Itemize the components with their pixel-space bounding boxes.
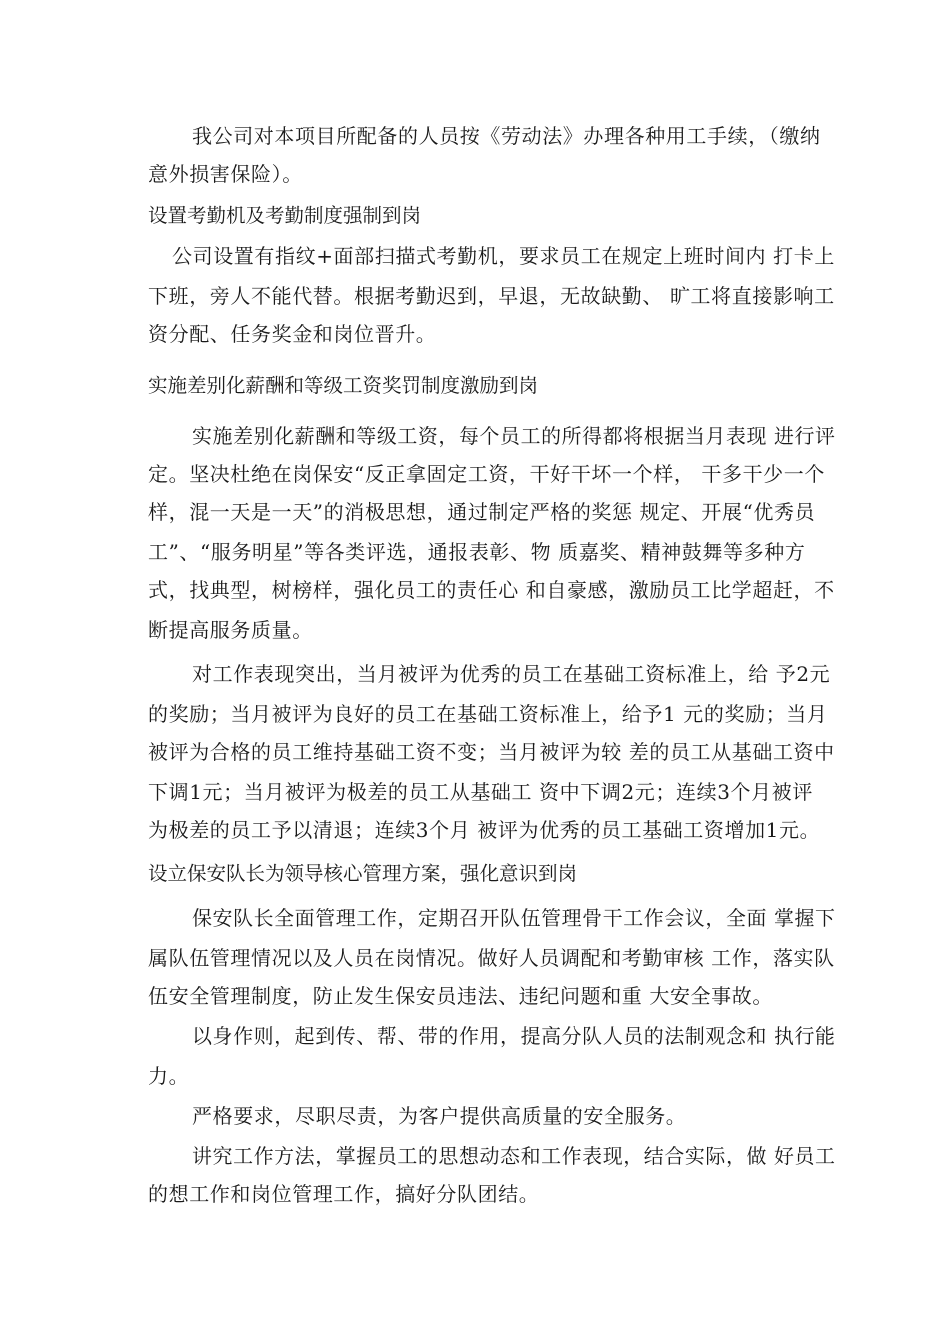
text-line: 以身作则，起到传、帮、带的作用，提高分队人员的法制观念和 执行能	[192, 1024, 836, 1048]
text-line: 下班，旁人不能代替。根据考勤迟到，早退，无故缺勤、 旷工将直接影响工	[148, 284, 835, 308]
text-line: 断提高服务质量。	[148, 618, 313, 642]
text-line: 式，找典型，树榜样，强化员工的责任心 和自豪感，激励员工比学超赶，不	[148, 578, 835, 602]
text-line: 被评为合格的员工维持基础工资不变；当月被评为较 差的员工从基础工资中	[148, 740, 835, 764]
text-line: 对工作表现突出，当月被评为优秀的员工在基础工资标准上，给 予2元	[192, 662, 831, 686]
text-line: 我公司对本项目所配备的人员按《劳动法》办理各种用工手续，（缴纳	[192, 124, 821, 148]
text-line: 样，混一天是一天”的消极思想，通过制定严格的奖惩 规定、开展“优秀员	[148, 500, 816, 524]
text-line: 定。坚决杜绝在岗保安“反正拿固定工资，干好干坏一个样， 干多干少一个	[148, 462, 825, 486]
text-line: 伍安全管理制度，防止发生保安员违法、违纪问题和重 大安全事故。	[148, 984, 773, 1008]
text-line: 资分配、任务奖金和岗位晋升。	[148, 322, 437, 346]
section-heading: 设置考勤机及考勤制度强制到岗	[148, 204, 422, 227]
text-line: 讲究工作方法，掌握员工的思想动态和工作表现，结合实际，做 好员工	[192, 1144, 836, 1168]
text-line: 属队伍管理情况以及人员在岗情况。做好人员调配和考勤审核 工作，落实队	[148, 946, 835, 970]
text-line: 保安队长全面管理工作，定期召开队伍管理骨干工作会议，全面 掌握下	[192, 906, 836, 930]
text-line: 严格要求，尽职尽责，为客户提供高质量的安全服务。	[192, 1104, 687, 1128]
text-line: 的想工作和岗位管理工作，搞好分队团结。	[148, 1182, 540, 1206]
text-line: 实施差别化薪酬和等级工资，每个员工的所得都将根据当月表现 进行评	[192, 424, 836, 448]
text-line: 的奖励；当月被评为良好的员工在基础工资标准上，给予1 元的奖励；当月	[148, 702, 828, 726]
text-line: 下调1元；当月被评为极差的员工从基础工 资中下调2元；连续3个月被评	[148, 780, 813, 804]
text-line: 工”、“服务明星”等各类评选，通报表彰、物 质嘉奖、精神鼓舞等多种方	[148, 540, 806, 564]
section-heading: 实施差别化薪酬和等级工资奖罚制度激励到岗	[148, 374, 539, 397]
text-line: 意外损害保险）。	[148, 162, 303, 186]
text-line: 公司设置有指纹+面部扫描式考勤机，要求员工在规定上班时间内 打卡上	[172, 244, 835, 268]
section-heading: 设立保安队长为领导核心管理方案，强化意识到岗	[148, 862, 578, 885]
text-line: 力。	[148, 1064, 190, 1088]
text-line: 为极差的员工予以清退；连续3个月 被评为优秀的员工基础工资增加1元。	[148, 818, 821, 842]
